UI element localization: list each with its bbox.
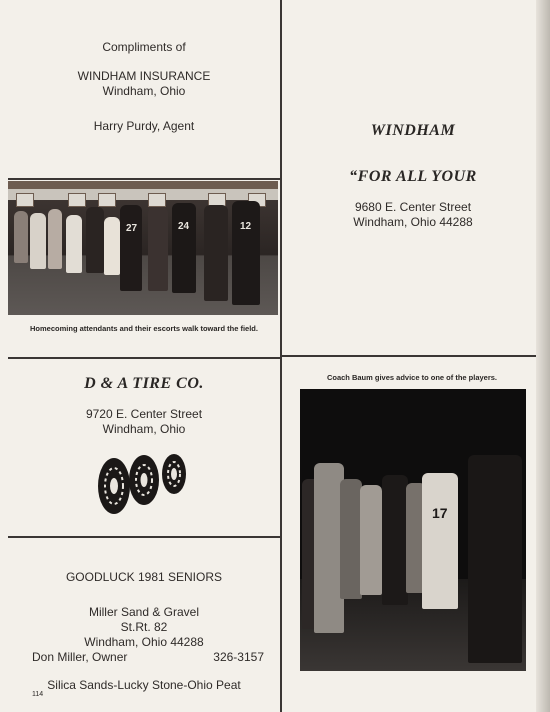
jersey-number: 17 <box>432 505 448 521</box>
jersey-number: 12 <box>240 221 252 232</box>
attendant-figure <box>48 209 62 269</box>
tire-icon <box>162 454 186 494</box>
player-figure <box>340 479 362 599</box>
insurance-company-name: WINDHAM INSURANCE <box>77 69 211 83</box>
seniors-headline: GOODLUCK 1981 SENIORS <box>65 570 223 584</box>
seniors-company: Miller Sand & Gravel <box>88 605 200 619</box>
middle-rule-left <box>8 357 282 359</box>
windham-address-city: Windham, Ohio 44288 <box>353 215 473 229</box>
owner-phone: 326-3157 <box>213 650 264 664</box>
tire-ad <box>8 375 280 437</box>
jersey-number: 24 <box>178 221 190 232</box>
insurance-compliments: Compliments of <box>102 40 186 54</box>
player-figure <box>360 485 382 595</box>
insurance-location: Windham, Ohio <box>102 84 186 98</box>
top-left-rule <box>8 178 280 180</box>
attendant-figure <box>66 215 82 273</box>
windham-ad <box>284 122 542 230</box>
tires-icon <box>94 450 190 520</box>
center-divider-lower <box>280 357 282 712</box>
page-number: 114 <box>32 691 44 698</box>
coach-photo <box>300 389 526 671</box>
windham-name: WINDHAM <box>370 122 456 139</box>
homecoming-caption: Homecoming attendants and their escorts walk toward the field. <box>30 324 258 333</box>
insurance-ad <box>8 40 280 134</box>
jersey-number: 27 <box>126 223 138 234</box>
tire-address-city: Windham, Ohio <box>102 422 186 436</box>
windham-slogan: “FOR ALL YOUR <box>349 168 477 185</box>
attendant-figure <box>14 211 28 263</box>
middle-rule-right <box>282 355 544 357</box>
attendant-figure <box>148 207 168 291</box>
coach-baum-figure <box>468 455 522 663</box>
windham-address-street: 9680 E. Center Street <box>354 200 472 214</box>
page-spine-shadow <box>536 0 550 712</box>
seniors-footer: Silica Sands-Lucky Stone-Ohio Peat <box>47 678 241 692</box>
coach-caption: Coach Baum gives advice to one of the players. <box>326 373 498 382</box>
building-window <box>16 193 34 207</box>
player-17-figure <box>422 473 458 609</box>
tire-icon <box>129 455 159 505</box>
owner-name: Don Miller, Owner <box>32 650 128 664</box>
seniors-city: Windham, Ohio 44288 <box>84 635 204 649</box>
attendant-figure <box>30 213 46 269</box>
lower-left-rule <box>8 536 282 538</box>
escort-figure <box>120 205 142 291</box>
attendant-figure <box>204 205 228 301</box>
tire-address-street: 9720 E. Center Street <box>85 407 203 421</box>
attendant-figure <box>86 207 104 273</box>
coach-figure <box>382 475 408 605</box>
homecoming-photo <box>8 181 278 315</box>
tire-company-name: D & A TIRE CO. <box>84 375 204 392</box>
attendant-figure <box>104 217 120 275</box>
seniors-ad <box>8 570 280 650</box>
building-window <box>148 193 166 207</box>
tire-icon <box>98 458 130 514</box>
escort-figure <box>172 203 196 293</box>
building-window <box>68 193 86 207</box>
insurance-agent: Harry Purdy, Agent <box>93 119 195 133</box>
center-divider-upper <box>280 0 282 357</box>
seniors-route: St.Rt. 82 <box>120 620 168 634</box>
escort-figure <box>232 201 260 305</box>
building-window <box>98 193 116 207</box>
